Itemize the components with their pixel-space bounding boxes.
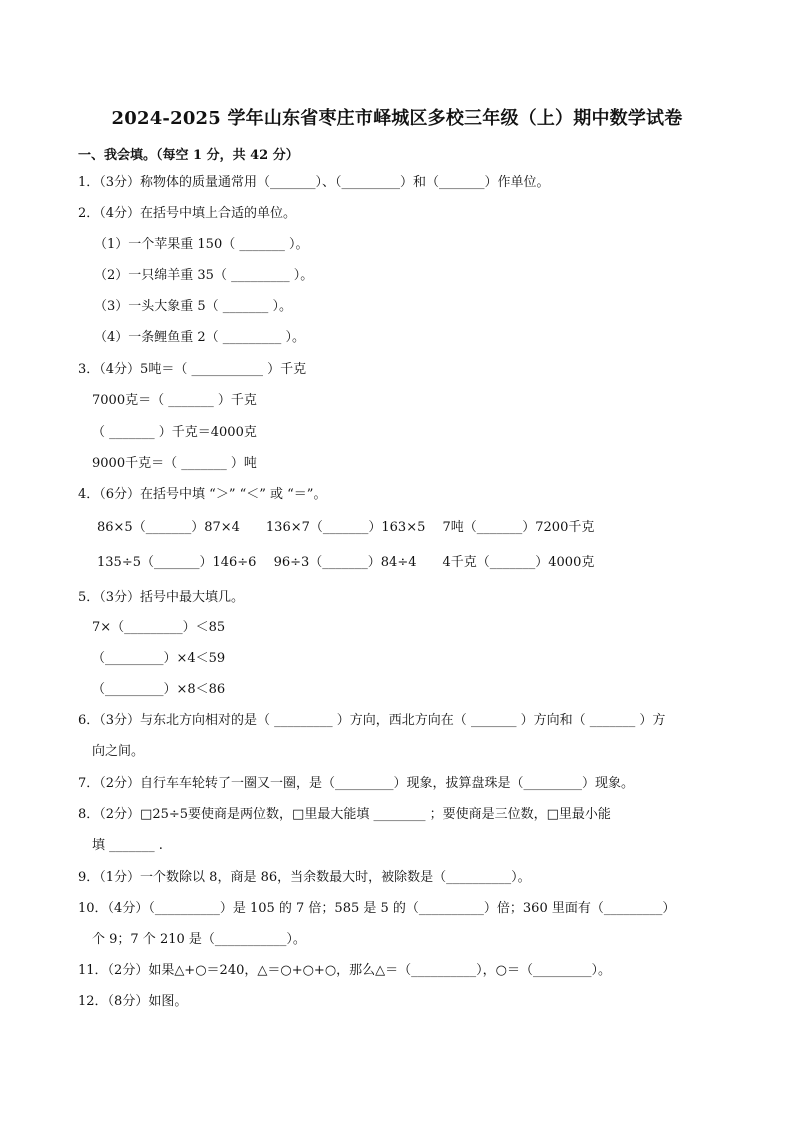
question-10: 10．（4分）（__________）是 105 的 7 倍；585 是 5 的（__________）倍；360 里面有（_________） <box>78 901 676 916</box>
question-7: 7．（2分）自行车车轮转了一圈又一圈，是（_________）现象，拔算盘珠是（_________）现象。 <box>78 776 635 791</box>
section-heading: 一、我会填。（每空 1 分，共 42 分） <box>78 148 299 163</box>
question-2-part-4: （4）一条鲤鱼重 2（ _________ ）。 <box>94 330 305 345</box>
question-3-part-4: 9000千克＝（ _______ ）吨 <box>92 456 257 471</box>
question-3-part-2: 7000克＝（ _______ ）千克 <box>92 393 257 408</box>
question-2: 2．（4分）在括号中填上合适的单位。 <box>78 206 297 221</box>
question-5: 5．（3分）括号中最大填几。 <box>78 590 245 605</box>
question-2-part-2: （2）一只绵羊重 35（ _________ ）。 <box>94 268 314 283</box>
question-1: 1．（3分）称物体的质量通常用（_______）、（_________）和（_______）作单位。 <box>78 175 550 190</box>
question-3: 3．（4分）5吨＝（ ___________ ）千克 <box>78 362 307 377</box>
question-11: 11．（2分）如果△+○＝240，△＝○+○+○，那么△＝（__________），○＝（_________）。 <box>78 963 612 978</box>
question-6-cont: 向之间。 <box>92 744 145 759</box>
question-5-part-2: （_________）×4＜59 <box>92 651 226 666</box>
question-5-part-3: （_________）×8＜86 <box>92 682 226 697</box>
question-8: 8．（2分）□25÷5要使商是两位数，□里最大能填 ________ ；要使商是三位数，□里最小能 <box>78 807 611 822</box>
question-5-part-1: 7×（_________）＜85 <box>92 620 226 635</box>
exam-title: 2024-2025 学年山东省枣庄市峄城区多校三年级（上）期中数学试卷 <box>111 108 683 129</box>
question-8-cont: 填 _______ . <box>92 838 163 853</box>
question-2-part-1: （1）一个苹果重 150（ _______ ）。 <box>94 237 309 252</box>
question-4-row-1: 86×5（_______）87×4 136×7（_______）163×5 7吨（_______）7200千克 <box>97 520 595 535</box>
question-6: 6．（3分）与东北方向相对的是（ _________ ）方向，西北方向在（ _______ ）方向和（ _______ ）方 <box>78 713 666 728</box>
question-9: 9．（1分）一个数除以 8，商是 86，当余数最大时，被除数是（__________）。 <box>78 870 531 885</box>
question-3-part-3: （ _______ ）千克＝4000克 <box>92 425 257 440</box>
question-10-cont: 个 9；7 个 210 是（___________）。 <box>92 932 306 947</box>
question-12: 12．（8分）如图。 <box>78 994 188 1009</box>
question-4: 4．（6分）在括号中填 “＞” “＜” 或 “＝”。 <box>78 487 327 502</box>
question-2-part-3: （3）一头大象重 5（ _______ ）。 <box>94 299 292 314</box>
question-4-row-2: 135÷5（_______）146÷6 96÷3（_______）84÷4 4千克（_______）4000克 <box>97 555 595 570</box>
